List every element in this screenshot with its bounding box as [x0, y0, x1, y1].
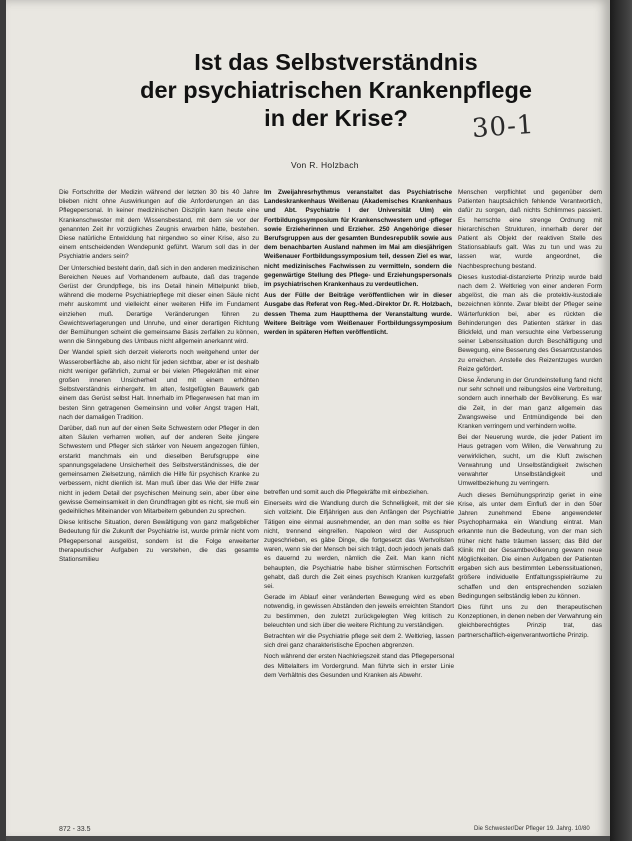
paragraph: Diese kritische Situation, deren Bewältigung von ganz maßgeblicher Bedeutung für die Zukunft der Psychiatrie ist, wurde primär nicht vom Pflegepersonal ausgelöst, sondern ist die Folge erweiterter therapeutischer Aufgaben zu verstehen, die das gesamte Stationsmilieu — [59, 519, 259, 563]
paragraph: Betrachten wir die Psychiatrie pflege seit dem 2. Weltkrieg, lassen sich drei ganz charakteristische Epochen abgrenzen. — [264, 633, 454, 650]
paragraph: Bei der Neuerung wurde, die jeder Patient im Haus getragen vom Willen, die Verwahrung zu verwirklichen, sucht, um die Kluft zwischen Verwahrung und Unselbständigkeit zwischen verwahrter Unselbständigkeit und Umweltbeziehung zu verringern. — [458, 434, 602, 488]
magazine-page — [6, 0, 610, 841]
scan-right-edge — [610, 0, 632, 841]
column-1 — [59, 188, 259, 828]
paragraph: Menschen verpflichtet und gegenüber dem Patienten hauptsächlich fehlende Verantwortlich, dafür zu sorgen, daß nichts Schlimmes passiert. Es herrschte eine strenge Ordnung mit hierarchischen Strukturen, innerhalb derer der Patient als Objekt der reaktiven Stelle des Stationsablaufs galt. Was zu tun und was zu lassen war, wurde angeordnet, die Nachbesprechung bestand. — [458, 189, 602, 270]
paragraph: Die Fortschritte der Medizin während der letzten 30 bis 40 Jahre blieben nicht ohne Auswirkungen auf die Anforderungen an das Pflegepersonal. In keiner medizinischen Disziplin kann heute eine Krankenschwester mit dem Wissensbestand, mit dem sie vor der genannten Zeit ihr vorzügliches Zeugnis erwarben hätte, bestehen. Diese natürliche Entwicklung hat nirgendwo so einer Krise, also zu einem entscheidenden Wendepunkt geführt. Warum soll das in der Psychiatrie anders sein? — [59, 189, 259, 261]
paragraph: Aus der Fülle der Beiträge veröffentlichen wir in dieser Ausgabe das Referat von Reg.-Med.-Direktor Dr. R. Holzbach, dessen Thema zum Hauptthema der Veranstaltung wurde. Weitere Beiträge vom Weißenauer Fortbildungssymposium werden in späteren Heften veröffentlicht. — [264, 292, 452, 337]
paragraph: Noch während der ersten Nachkriegszeit stand das Pflegepersonal des Mittelalters im Vordergrund. Man führte sich in erster Linie dem Verhältnis des Gesunden und Kranken als Abwehr. — [264, 653, 454, 679]
handwritten-note: 30-1 — [471, 109, 536, 145]
paragraph: Einerseits wird die Wandlung durch die Schnelligkeit, mit der sie sich vollzieht. Die Elfjährigen aus den Anfängen der Psychiatrie Tätigen eine einmal ausnehmender, an den man sollte es hier nicht, trennend eingreifen. Napoleon wird der Ausspruch zugeschrieben, es gäbe Dinge, die fortgesetzt das Wertvollsten waren, wenn sie der Mensch bei sich trägt, doch jedoch jenals daß es dauernd zu werden, nämlich die Zeit. Man kann nicht behaupten, die Psychiatrie habe bisher stürmischen Fortschritt gehabt, daß durch die Zeit eines psychisch Kranken kurzgefaßt sei. — [264, 500, 454, 591]
title-line-3: in der Krise? — [264, 105, 408, 131]
paragraph: betreffen und somit auch die Pflegekräfte mit einbeziehen. — [264, 489, 429, 496]
title-line-2: der psychiatrischen Krankenpflege — [140, 77, 532, 103]
column-4 — [458, 188, 602, 828]
paragraph: Gerade im Ablauf einer veränderten Bewegung wird es eben notwendig, in gewissen Abständen den jeweils erreichten Standort zu bestimmen, den zuletzt zurückgelegten Weg kritisch zu beleuchten und sich über die weitere Richtung zu verständigen. — [264, 594, 454, 629]
scan-bottom-edge — [6, 836, 610, 841]
paragraph: Der Wandel spielt sich derzeit vielerorts noch weitgehend unter der Wasseroberfläche ab, also nicht für jeden sichtbar, aber er ist deshalb nicht weniger gefährlich, zumal er bei vielen Pflegekräften mit einer großen inneren Unsicherheit und mit einem erhöhten Selbstverständnis einhergeht. Im alten, festgefügten Bauwerk gab einem das Gerüst selbst Halt. Innerhalb im Pflegerwesen hat man im besten Sinn getragenen Gemeinsinn und voller Angst tragen Halt, nach der damaligen Tradition. — [59, 349, 259, 421]
paragraph: Im Zweijahresrhythmus veranstaltet das Psychiatrische Landeskrankenhaus Weißenau (Akademisches Krankenhaus und Abt. Psychiatrie I der Universität Ulm) ein Fortbildungssymposium für Krankenschwestern und -pfleger sowie Erzieherinnen und Erzieher. 250 Angehörige dieser Berufsgruppen aus der gesamten Bundesrepublik sowie aus dem benachbarten Ausland nahmen im Mai am diesjährigen Weißenauer Fortbildungssymposium teil, dessen Ziel es war, nicht medizinisches Fachwissen zu vermitteln, sondern die gegenwärtige Stellung des Pflege- und Erziehungspersonals im psychiatrischen Krankenhaus zu verdeutlichen. — [264, 189, 452, 289]
journal-folio: Die Schwester/Der Pfleger 19. Jahrg. 10/80 — [474, 826, 590, 832]
paragraph: Der Unterschied besteht darin, daß sich in den anderen medizinischen Bereichen Neues auf Vorhandenem aufbaute, daß das tragende Gerüst der Grundpflege, bis ins Detail hinein Mittelpunkt blieb, während die moderne Psychiatriepflege mit dieser einen Säule nicht mehr auskommt und vielleicht einer weiteren Hilfe im Fundament einziehen muß. Derartige Veränderungen führen zu Gewichtsverlagerungen und Unruhe, und einer derartigen Richtung der Bemühungen scheint die gemeinsame Basis zerfallen zu können, wenn die Sinngebung des Umbaus nicht allgemein anerkannt wird. — [59, 264, 259, 346]
paragraph: Dieses kustodial-distanzierte Prinzip wurde bald nach dem 2. Weltkrieg von einer anderen Form abgelöst, die man als die protektiv-kustodiale bezeichnen könnte. Zwar bleibt der Pfleger seine Wärterfunktion bei, aber es rückten die Behinderungen des Patienten stärker in das Blickfeld, und man versuchte eine Verbesserung seiner Lebenssituation durch Beschäftigung und Bewegung, eine Besserung des Gesamtzustandes zu erreichen. Anstelle des Reizentzuges wurden Reize gefördert. — [458, 273, 602, 373]
paragraph: Dies führt uns zu den therapeutischen Konzeptionen, in denen neben der Verwahrung ein gleichberechtigtes Prinzip trat, das partnerschaftlich-eigenverantwortliche Prinzip. — [458, 603, 602, 639]
paragraph: Darüber, daß nun auf der einen Seite Schwestern oder Pfleger in den alten Säulen verharren wollen, auf der anderen Seite jüngere Schwestern und Pfleger sich stärker von Neuem angezogen fühlen, erstarkt manchmals ein und dieselben Berufsgruppe eine spannungsgeladene Unsicherheit des Selbstverständnisses, die der gemeinsamen Zielsetzung, nämlich die Hilfe für psychisch Kranke zu verbessern, nicht dienlich ist. Man muß über das Wie der Hilfe zwar nicht in jedem Detail der psychischen Meinung sein, aber über eine gewisse Gemeinsamkeit in den Grundfragen gibt es nicht, sie muß ein gedeihliches Miteinander von Mitarbeitern gebunden zu sprechen. — [59, 425, 259, 515]
paragraph: Diese Änderung in der Grundeinstellung fand nicht nur sehr schnell und reibungslos eine Verbreitung, sondern auch innerhalb der Bevölkerung. Es war die Zeit, in der man ganz allgemein das Zwangsweise und Entmündigende bei den Kranken verringern und verhindern wollte. — [458, 377, 602, 431]
column-3 — [264, 488, 454, 828]
title-line-1: Ist das Selbstverständnis — [194, 49, 478, 75]
column-2-intro-box — [264, 188, 452, 460]
author-byline: Von R. Holzbach — [291, 160, 359, 170]
paragraph: Auch dieses Bemühungsprinzip geriet in eine Krise, als unter dem Einfluß der in den 50er Jahren zunehmend Ebene angewendeter Psychopharmaka ein Wandlung eintrat. Man erkannte nun die Bedeutung, von der man sich früher nicht hatte träumen lassen; das Bild der Klinik mit der Gesamtbevölkerung gewann neue Möglichkeiten. Die einen Aufgaben der Patienten ergaben sich aus bestimmten Lebenssituationen, größere individuelle Entfaltungsspielräume zu schaffen und den entsprechenden sozialen Bedingungen selbständig leben zu können. — [458, 491, 602, 600]
page-number: 872 - 33.5 — [59, 826, 91, 833]
